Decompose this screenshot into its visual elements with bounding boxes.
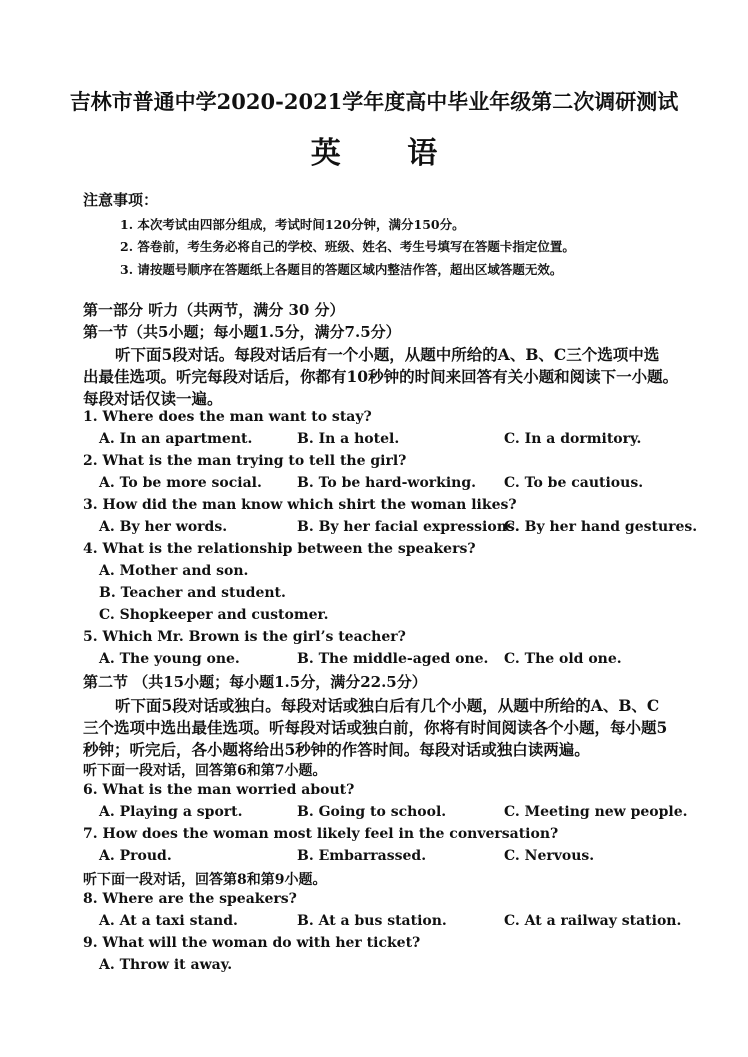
- option-3c: C. By her hand gestures.: [504, 519, 698, 535]
- option-1b: B. In a hotel.: [297, 431, 400, 447]
- notice-item: 3. 请按题号顺序在答题纸上各题目的答题区域内整洁作答，超出区域答题无效。: [120, 262, 563, 277]
- option-3b: B. By her facial expressions.: [297, 519, 520, 535]
- option-1c: C. In a dormitory.: [504, 431, 642, 447]
- section1-heading: 第一节（共5小题；每小题1.5分，满分7.5分）: [83, 323, 401, 341]
- option-5b: B. The middle-aged one.: [297, 651, 489, 667]
- option-8c: C. At a railway station.: [504, 913, 682, 929]
- option-6a: A. Playing a sport.: [99, 804, 243, 820]
- question-1: 1. Where does the man want to stay?: [83, 409, 372, 425]
- option-4b: B. Teacher and student.: [99, 585, 286, 601]
- option-1a: A. In an apartment.: [99, 431, 253, 447]
- group-lead: 听下面一段对话，回答第8和第9小题。: [83, 872, 327, 888]
- section1-instruction: 每段对话仅读一遍。: [83, 389, 223, 408]
- option-6b: B. Going to school.: [297, 804, 447, 820]
- option-8a: A. At a taxi stand.: [99, 913, 238, 929]
- question-3: 3. How did the man know which shirt the woman likes?: [83, 497, 517, 513]
- option-2b: B. To be hard-working.: [297, 475, 477, 491]
- part1-heading: 第一部分 听力（共两节，满分 30 分）: [83, 301, 345, 319]
- option-3a: A. By her words.: [99, 519, 228, 535]
- group-lead: 听下面一段对话，回答第6和第7小题。: [83, 763, 327, 779]
- option-2c: C. To be cautious.: [504, 475, 644, 491]
- section2-instruction: 听下面5段对话或独白。每段对话或独白后有几个小题，从题中所给的A、B、C: [115, 696, 660, 715]
- notice-item: 2. 答卷前，考生务必将自己的学校、班级、姓名、考生号填写在答题卡指定位置。: [120, 239, 575, 254]
- question-4: 4. What is the relationship between the speakers?: [83, 541, 476, 557]
- question-9: 9. What will the woman do with her ticket?: [83, 935, 421, 951]
- notice-item: 1. 本次考试由四部分组成，考试时间120分钟，满分150分。: [120, 217, 465, 232]
- question-8: 8. Where are the speakers?: [83, 891, 297, 907]
- option-7c: C. Nervous.: [504, 848, 595, 864]
- option-5c: C. The old one.: [504, 651, 622, 667]
- section2-instruction: 秒钟；听完后，各小题将给出5秒钟的作答时间。每段对话或独白读两遍。: [83, 740, 590, 759]
- option-7b: B. Embarrassed.: [297, 848, 427, 864]
- option-4c: C. Shopkeeper and customer.: [99, 607, 329, 623]
- question-5: 5. Which Mr. Brown is the girl’s teacher?: [83, 629, 406, 645]
- option-4a: A. Mother and son.: [99, 563, 249, 579]
- section2-heading: 第二节 （共15小题；每小题1.5分，满分22.5分）: [83, 673, 427, 691]
- option-9a: A. Throw it away.: [99, 957, 233, 973]
- section1-instruction: 听下面5段对话。每段对话后有一个小题，从题中所给的A、B、C三个选项中选: [115, 345, 660, 364]
- notice-heading: 注意事项：: [83, 191, 159, 209]
- option-6c: C. Meeting new people.: [504, 804, 688, 820]
- option-2a: A. To be more social.: [99, 475, 262, 491]
- subject-title: 英 语: [310, 136, 466, 171]
- option-5a: A. The young one.: [99, 651, 240, 667]
- question-2: 2. What is the man trying to tell the girl?: [83, 453, 407, 469]
- question-6: 6. What is the man worried about?: [83, 782, 355, 798]
- section1-instruction: 出最佳选项。听完每段对话后，你都有10秒钟的时间来回答有关小题和阅读下一小题。: [83, 367, 679, 386]
- option-7a: A. Proud.: [99, 848, 172, 864]
- option-8b: B. At a bus station.: [297, 913, 447, 929]
- exam-title: 吉林市普通中学2020-2021学年度高中毕业年级第二次调研测试: [69, 89, 679, 114]
- question-7: 7. How does the woman most likely feel in the conversation?: [83, 826, 559, 842]
- section2-instruction: 三个选项中选出最佳选项。听每段对话或独白前，你将有时间阅读各个小题，每小题5: [83, 718, 668, 737]
